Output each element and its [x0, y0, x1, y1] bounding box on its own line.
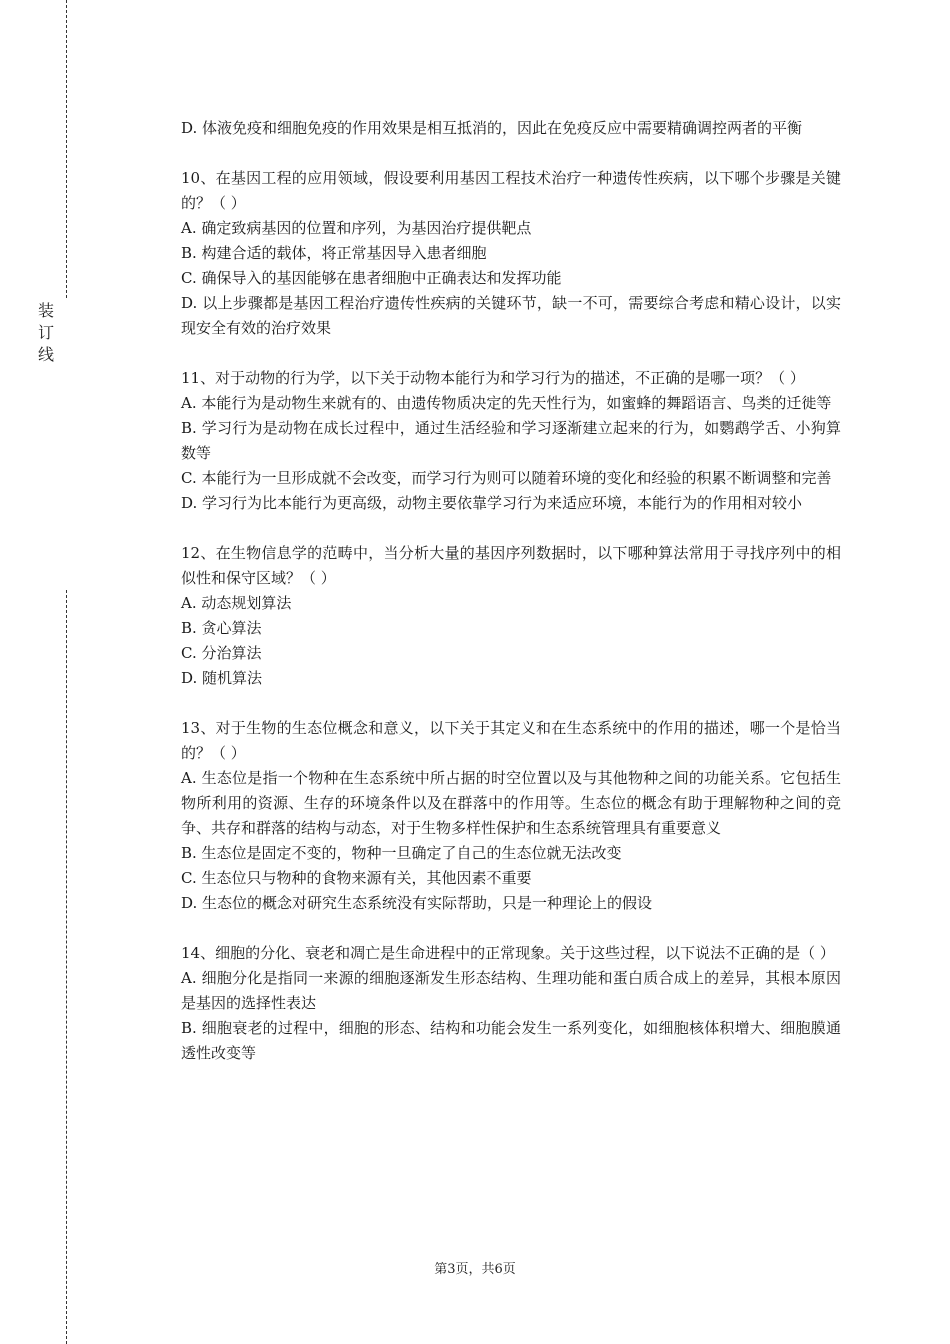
- question-10: [181, 166, 841, 341]
- question-stem: 14、细胞的分化、衰老和凋亡是生命进程中的正常现象。关于这些过程，以下说法不正确的是（ ）: [181, 944, 835, 962]
- question-14: [181, 941, 841, 1066]
- option-a: A. 生态位是指一个物种在生态系统中所占据的时空位置以及与其他物种之间的功能关系。它包括生物所利用的资源、生存的环境条件以及在群落中的作用等。生态位的概念有助于理解物种之间的竞争、共存和群落的结构与动态，对于生物多样性保护和生态系统管理具有重要意义: [181, 769, 841, 837]
- question-stem: 12、在生物信息学的范畴中，当分析大量的基因序列数据时，以下哪种算法常用于寻找序列中的相似性和保守区域？（ ）: [181, 544, 841, 587]
- option-b: B. 学习行为是动物在成长过程中，通过生活经验和学习逐渐建立起来的行为，如鹦鹉学舌、小狗算数等: [181, 419, 841, 462]
- option-a: A. 动态规划算法: [181, 594, 292, 612]
- binding-char: 线: [37, 345, 54, 364]
- question-12: [181, 541, 841, 691]
- option-b: B. 生态位是固定不变的，物种一旦确定了自己的生态位就无法改变: [181, 844, 622, 862]
- option-c: C. 生态位只与物种的食物来源有关，其他因素不重要: [181, 869, 532, 887]
- question-stem: 11、对于动物的行为学，以下关于动物本能行为和学习行为的描述，不正确的是哪一项？（ ）: [181, 369, 805, 387]
- question-stem: 13、对于生物的生态位概念和意义，以下关于其定义和在生态系统中的作用的描述，哪一个是恰当的？（ ）: [181, 719, 841, 762]
- option-b: B. 细胞衰老的过程中，细胞的形态、结构和功能会发生一系列变化，如细胞核体积增大、细胞膜通透性改变等: [181, 1019, 841, 1062]
- binding-char: 订: [37, 323, 54, 342]
- binding-line-bottom: [66, 590, 67, 1344]
- page-number: 第3页，共6页: [434, 1262, 516, 1277]
- option-d: D. 以上步骤都是基因工程治疗遗传性疾病的关键环节，缺一不可，需要综合考虑和精心设计，以实现安全有效的治疗效果: [181, 294, 841, 337]
- option-d: D. 生态位的概念对研究生态系统没有实际帮助，只是一种理论上的假设: [181, 894, 653, 912]
- option-b: B. 贪心算法: [181, 619, 262, 637]
- question-11: [181, 366, 841, 516]
- option-c: C. 分治算法: [181, 644, 262, 662]
- option-c: C. 确保导入的基因能够在患者细胞中正确表达和发挥功能: [181, 269, 562, 287]
- option-d: D. 学习行为比本能行为更高级，动物主要依靠学习行为来适应环境，本能行为的作用相对较小: [181, 494, 803, 512]
- carry-over-option-block: [181, 116, 841, 141]
- page-footer: [0, 1258, 950, 1277]
- option-a: A. 细胞分化是指同一来源的细胞逐渐发生形态结构、生理功能和蛋白质合成上的差异，其根本原因是基因的选择性表达: [181, 969, 841, 1012]
- binding-line-top: [66, 0, 67, 298]
- page-content: [181, 116, 841, 1091]
- option-c: C. 本能行为一旦形成就不会改变，而学习行为则可以随着环境的变化和经验的积累不断调整和完善: [181, 469, 832, 487]
- question-13: [181, 716, 841, 916]
- binding-char: 装: [37, 301, 54, 320]
- option-b: B. 构建合适的载体，将正常基因导入患者细胞: [181, 244, 487, 262]
- option-a: A. 确定致病基因的位置和序列，为基因治疗提供靶点: [181, 219, 532, 237]
- option-d: D. 随机算法: [181, 669, 263, 687]
- question-stem: 10、在基因工程的应用领域，假设要利用基因工程技术治疗一种遗传性疾病，以下哪个步骤是关键的？（ ）: [181, 169, 841, 212]
- binding-label: [36, 300, 56, 366]
- carry-over-option-d: D. 体液免疫和细胞免疫的作用效果是相互抵消的，因此在免疫反应中需要精确调控两者的平衡: [181, 119, 803, 137]
- option-a: A. 本能行为是动物生来就有的、由遗传物质决定的先天性行为，如蜜蜂的舞蹈语言、鸟类的迁徙等: [181, 394, 832, 412]
